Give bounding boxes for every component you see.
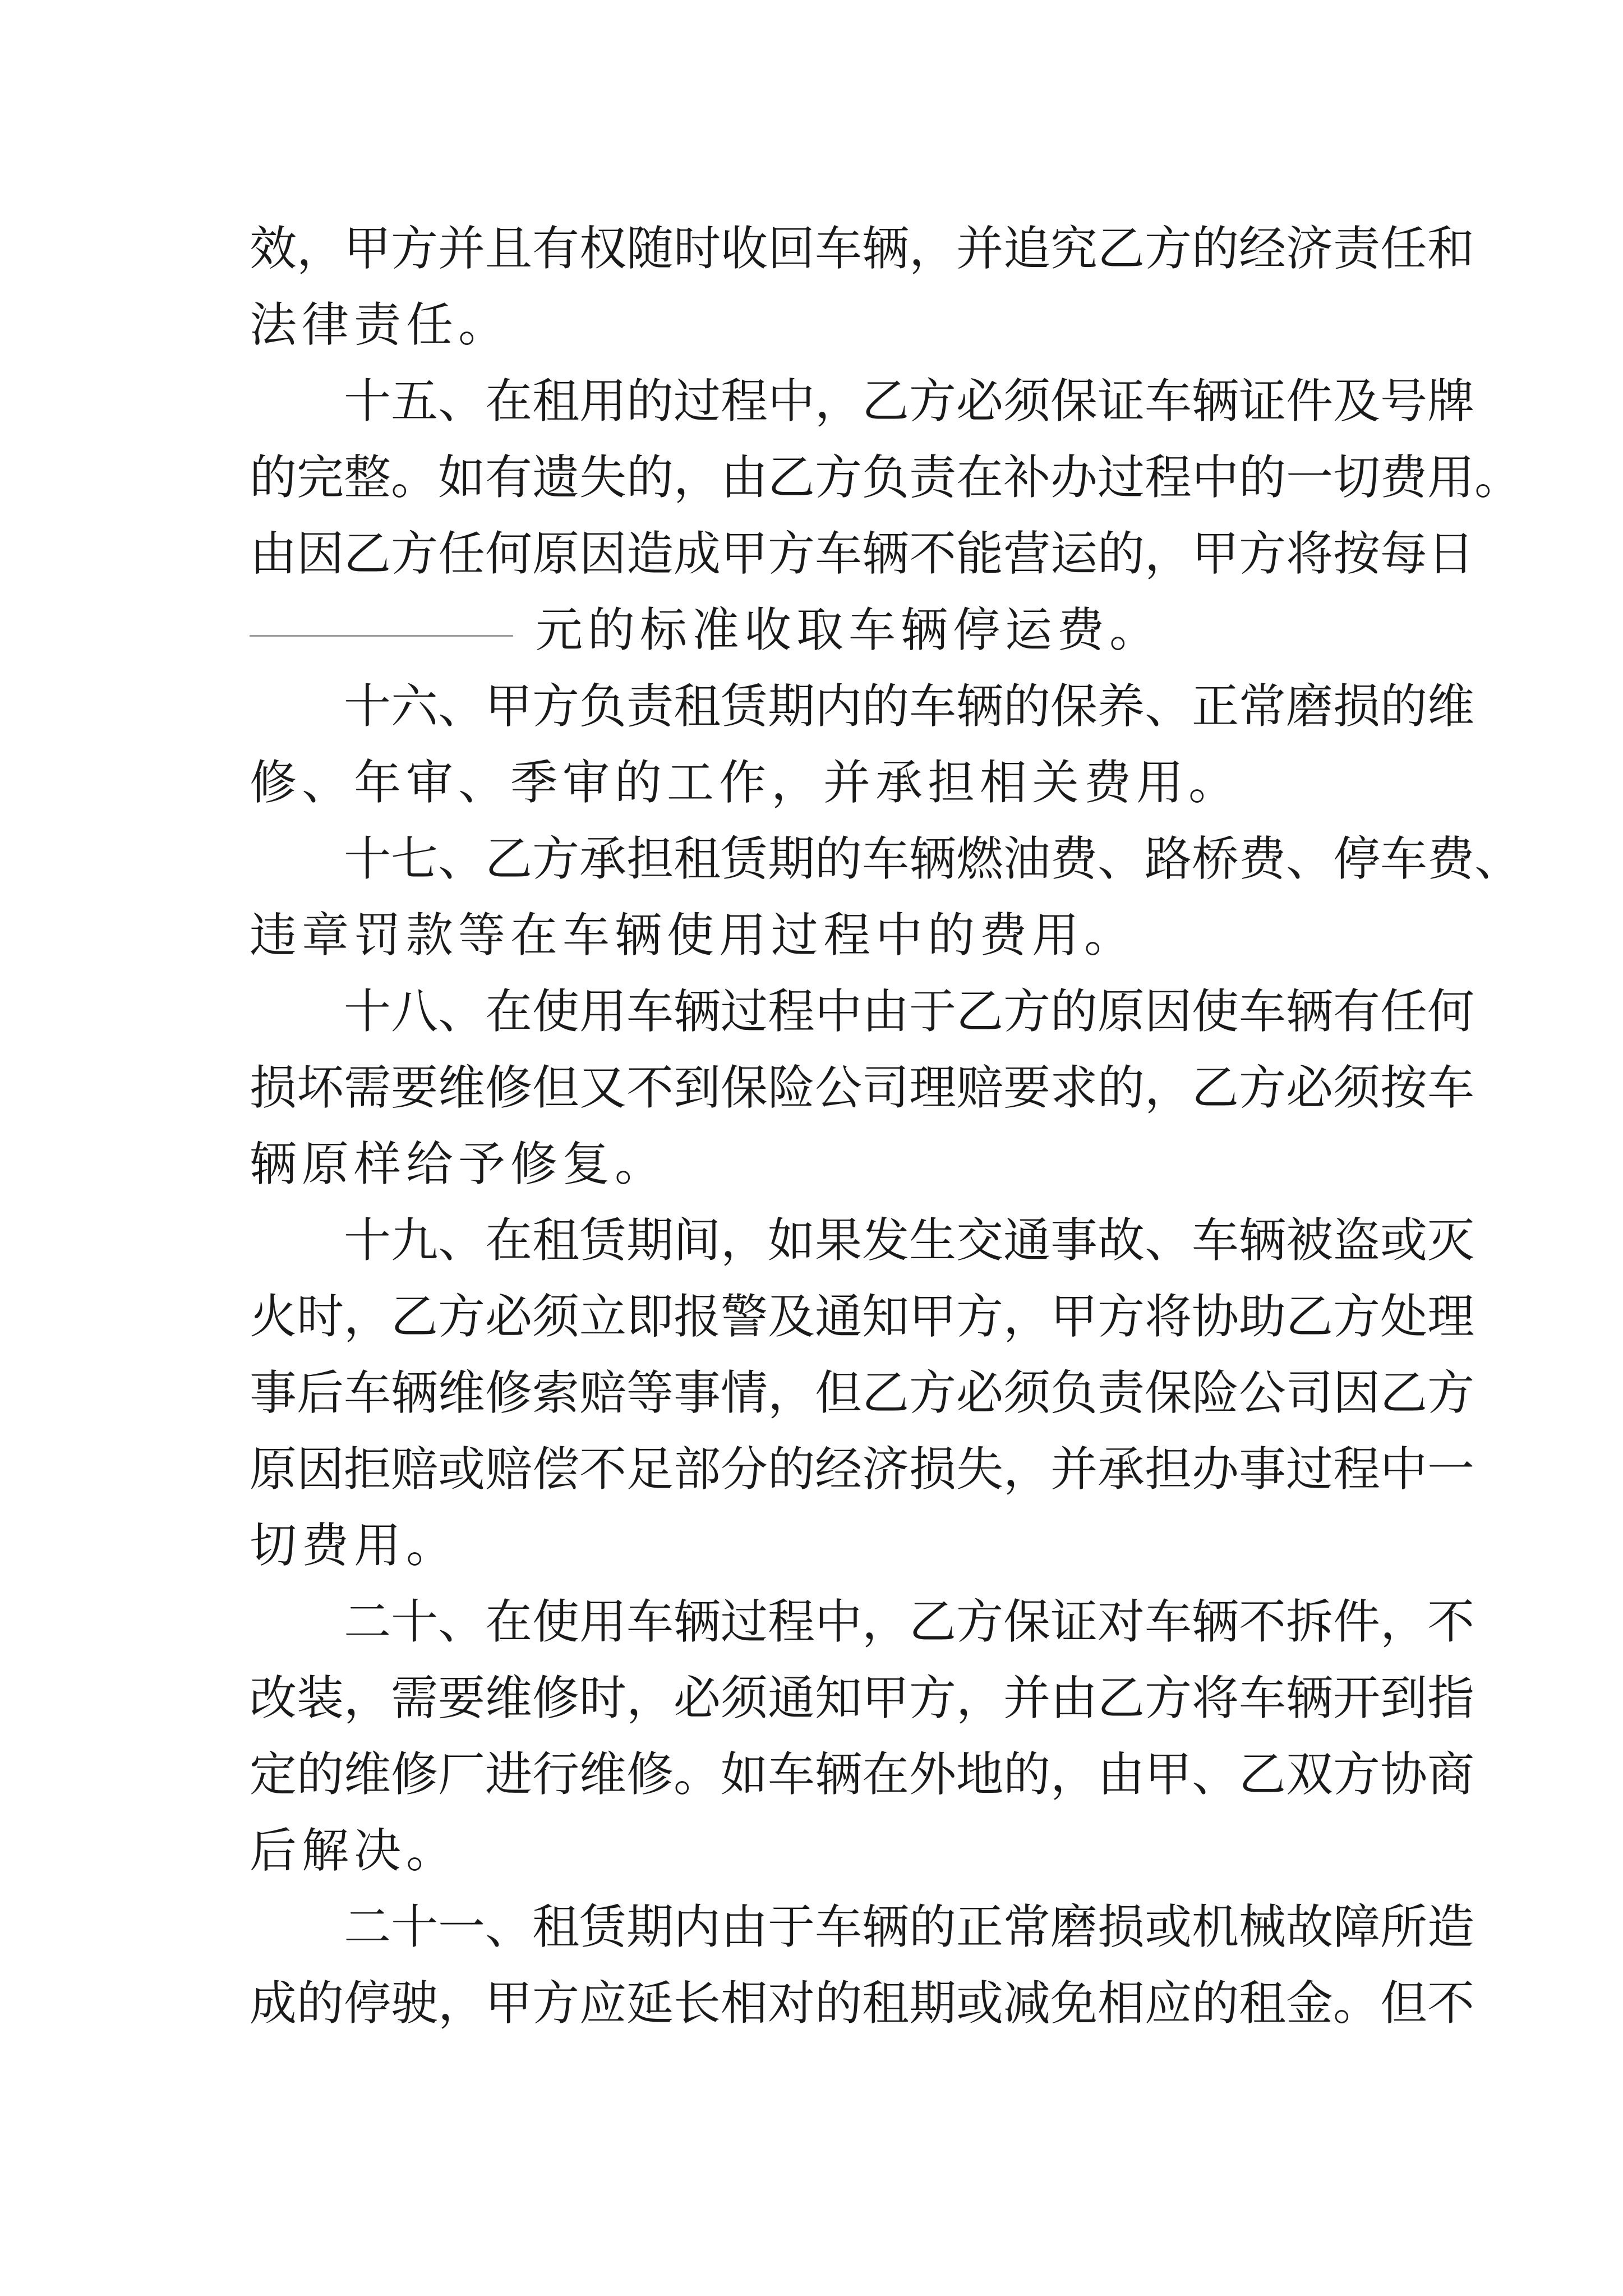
paragraph-17 [250, 821, 1522, 973]
text-line: 二十、在使用车辆过程中，乙方保证对车辆不拆件，不 [344, 1594, 1475, 1649]
fill-in-blank[interactable] [250, 635, 513, 637]
text-line: 十九、在租赁期间，如果发生交通事故、车辆被盗或灭 [344, 1213, 1475, 1268]
text-line: 十六、甲方负责租赁期内的车辆的保养、正常磨损的维 [344, 679, 1475, 734]
text-line: 定的维修厂进行维修。如车辆在外地的，由甲、乙双方协商 [250, 1747, 1475, 1802]
paragraph-19 [250, 1202, 1475, 1584]
text-line: 改装，需要维修时，必须通知甲方，并由乙方将车辆开到指 [250, 1671, 1475, 1726]
text-line: 成的停驶，甲方应延长相对的租期或减免相应的租金。但不 [250, 1976, 1475, 2031]
text-line: 法律责任。 [250, 297, 511, 352]
text-line: 切费用。 [250, 1518, 459, 1573]
paragraph-16 [250, 668, 1475, 821]
paragraph-18 [250, 973, 1475, 1202]
text-line: 损坏需要维修但又不到保险公司理赔要求的，乙方必须按车 [250, 1060, 1475, 1115]
document-body [250, 210, 1522, 2041]
text-line: 二十一、租赁期内由于车辆的正常磨损或机械故障所造 [344, 1899, 1475, 1954]
text-line: 火时，乙方必须立即报警及通知甲方，甲方将协助乙方处理 [250, 1289, 1475, 1344]
text-line: 事后车辆维修索赔等事情，但乙方必须负责保险公司因乙方 [250, 1365, 1475, 1420]
text-line: 修、年审、季审的工作，并承担相关费用。 [250, 755, 1241, 810]
text-line: 十七、乙方承担租赁期的车辆燃油费、路桥费、停车费、 [344, 831, 1522, 886]
text-line: 原因拒赔或赔偿不足部分的经济损失，并承担办事过程中一 [250, 1442, 1475, 1497]
paragraph-14-continuation [250, 210, 1475, 363]
text-line: 辆原样给予修复。 [250, 1137, 667, 1191]
text-line: 的完整。如有遗失的，由乙方负责在补办过程中的一切费用。 [250, 450, 1522, 505]
text-line: 十八、在使用车辆过程中由于乙方的原因使车辆有任何 [344, 984, 1475, 1039]
text-line: 元的标准收取车辆停运费。 [536, 602, 1162, 657]
text-line: 后解决。 [250, 1823, 459, 1878]
paragraph-21 [250, 1889, 1475, 2041]
text-line: 违章罚款等在车辆使用过程中的费用。 [250, 908, 1137, 963]
paragraph-20 [250, 1584, 1475, 1889]
text-line: 由因乙方任何原因造成甲方车辆不能营运的，甲方将按每日 [250, 526, 1475, 581]
paragraph-15 [250, 363, 1522, 668]
fill-in-line [250, 592, 1382, 668]
text-line: 效，甲方并且有权随时收回车辆，并追究乙方的经济责任和 [250, 221, 1475, 276]
text-line: 十五、在租用的过程中，乙方必须保证车辆证件及号牌 [344, 374, 1475, 429]
